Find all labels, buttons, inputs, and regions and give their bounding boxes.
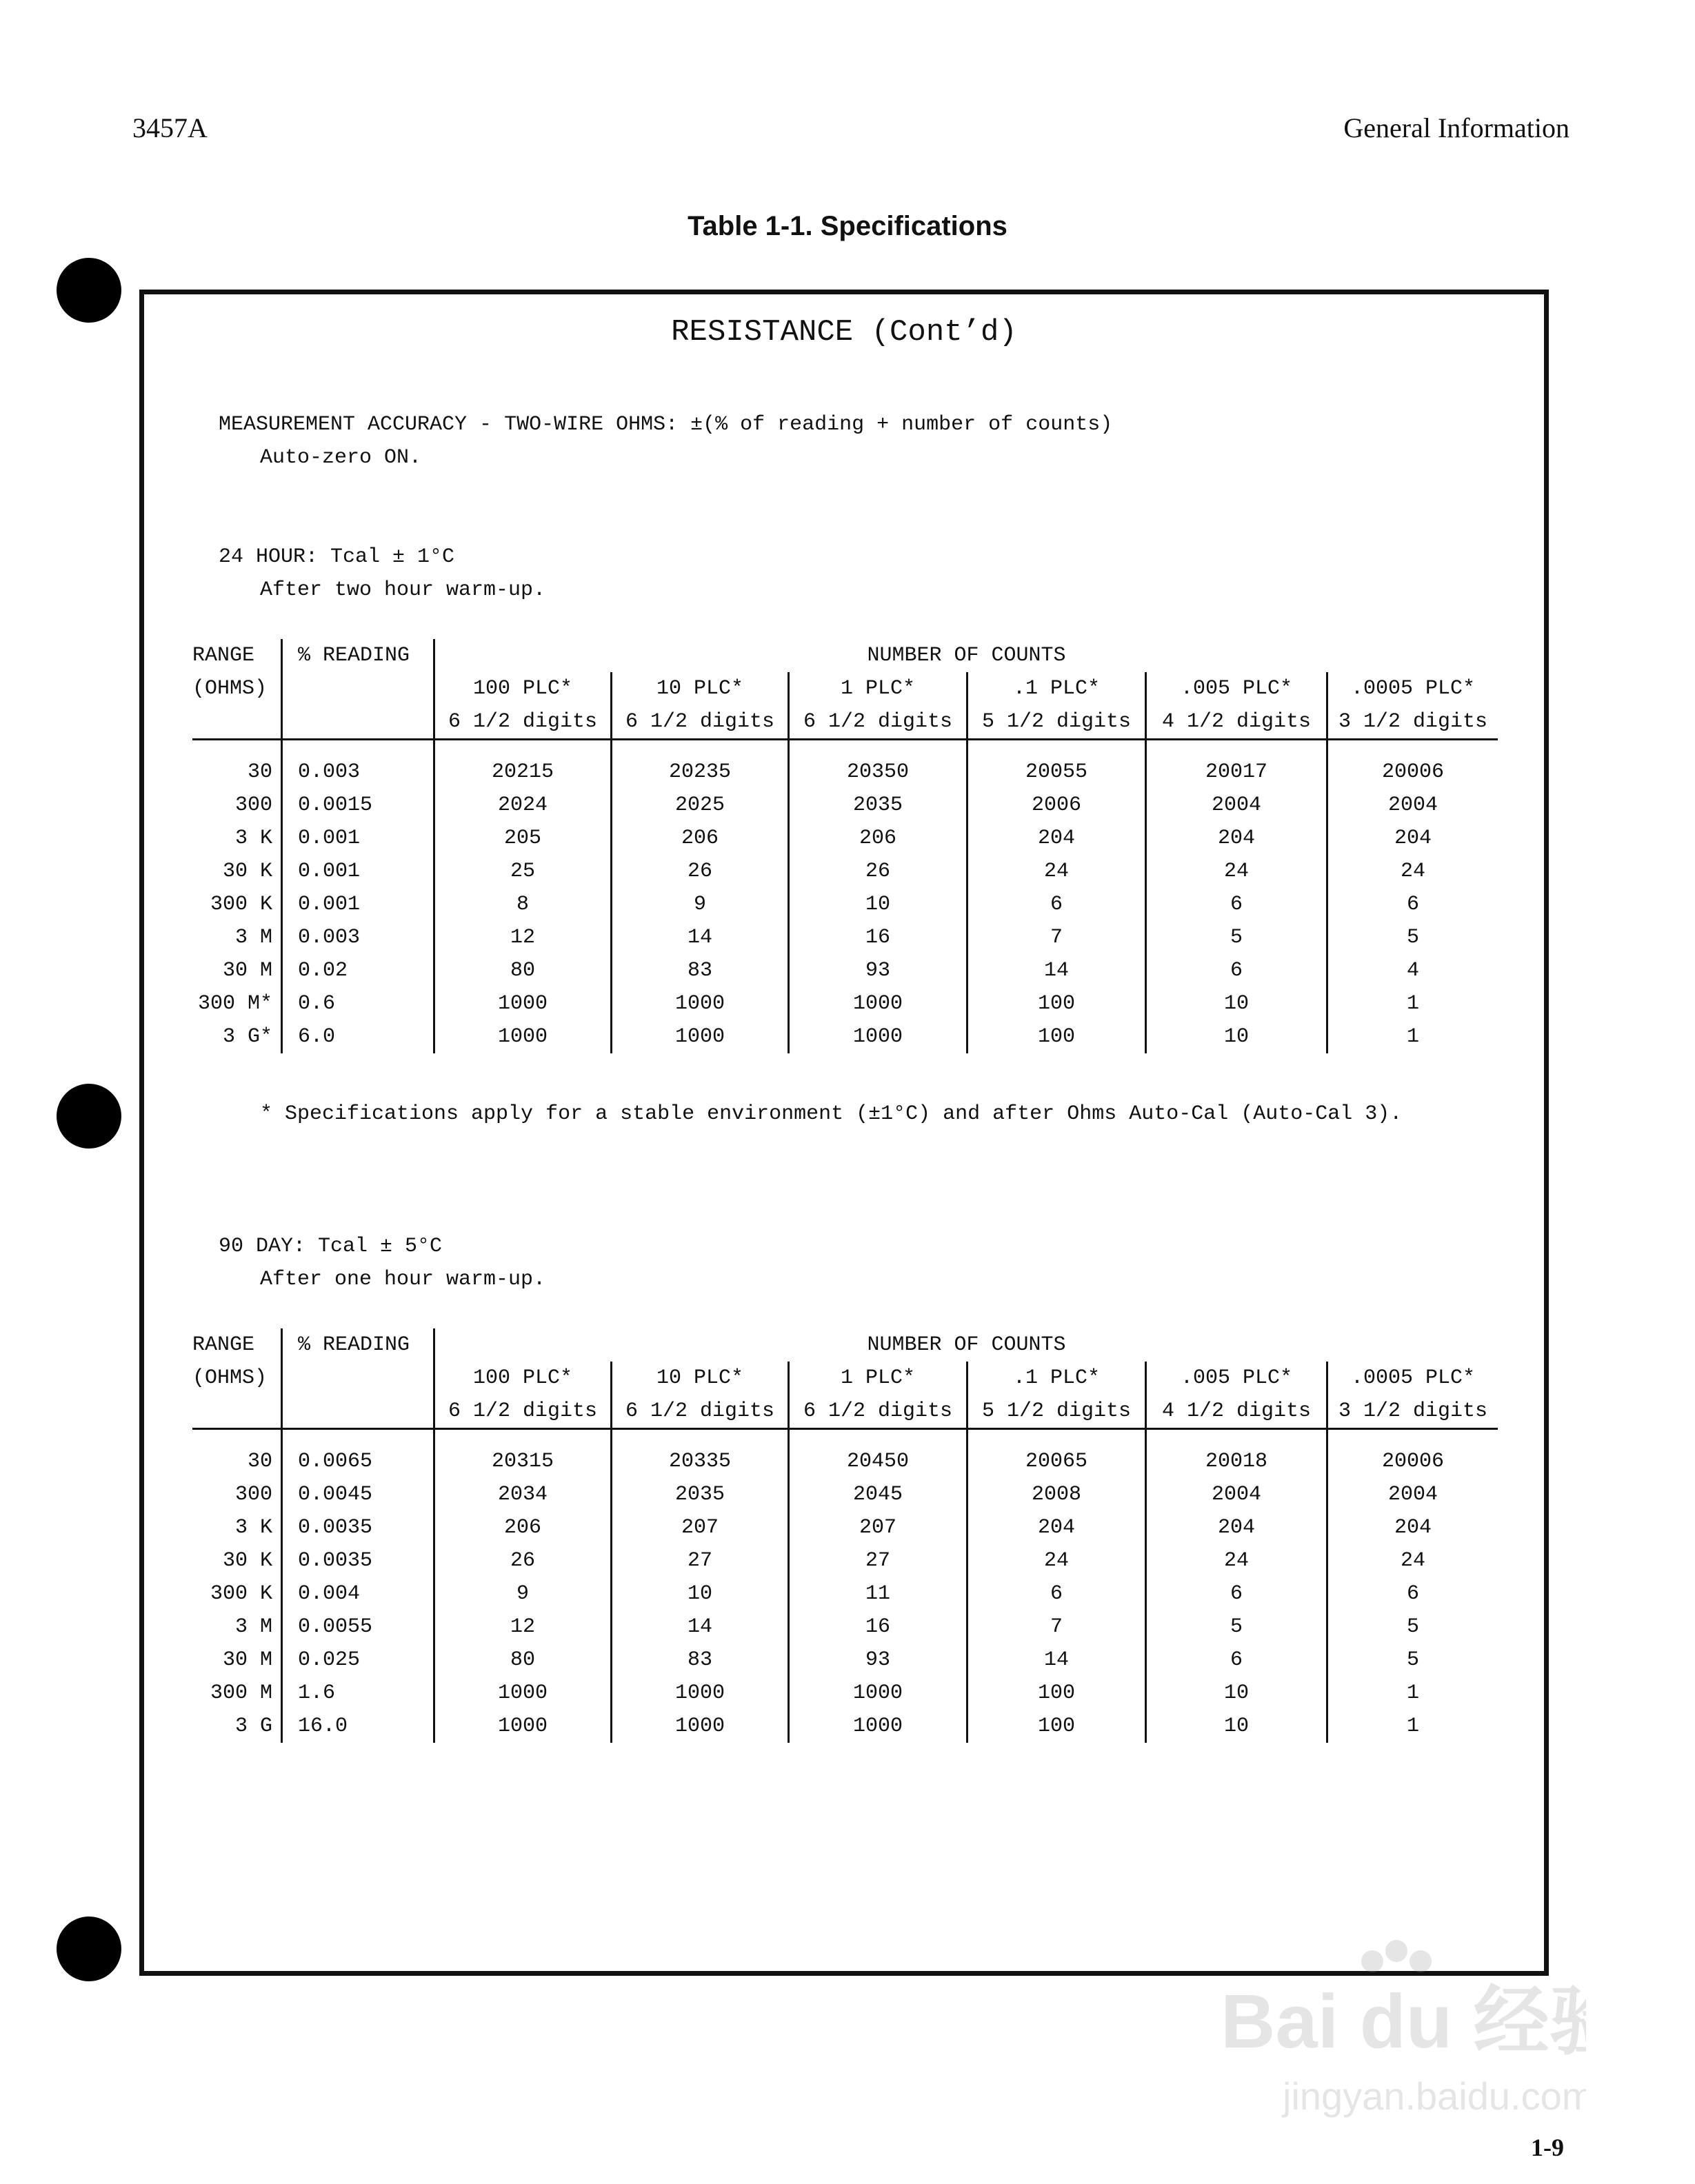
counts-cell: 7 xyxy=(967,1610,1146,1644)
counts-cell: 12 xyxy=(434,921,612,954)
counts-cell: 14 xyxy=(967,1644,1146,1677)
counts-cell: 20018 xyxy=(1146,1445,1327,1478)
digits-header: 6 1/2 digits xyxy=(789,705,967,740)
counts-cell: 20065 xyxy=(967,1445,1146,1478)
counts-cell: 10 xyxy=(612,1577,789,1610)
table-row xyxy=(192,1478,1498,1511)
reading-cell: 6.0 xyxy=(282,1020,434,1053)
spacer xyxy=(1146,1429,1327,1446)
range-cell: 300 M* xyxy=(197,992,272,1015)
range-cell: 30 K xyxy=(222,1549,272,1573)
reading-cell: 0.6 xyxy=(282,987,434,1020)
counts-cell: 2004 xyxy=(1146,789,1327,822)
counts-cell: 20055 xyxy=(967,756,1146,789)
counts-cell: 11 xyxy=(789,1577,967,1610)
counts-cell: 2045 xyxy=(789,1478,967,1511)
counts-cell: 83 xyxy=(612,954,789,987)
counts-cell: 5 xyxy=(1146,1610,1327,1644)
counts-cell: 24 xyxy=(1146,855,1327,888)
digits-header: 3 1/2 digits xyxy=(1327,705,1498,740)
counts-cell: 1 xyxy=(1327,1677,1498,1710)
counts-cell: 5 xyxy=(1327,1644,1498,1677)
reading-header-blank xyxy=(282,1362,434,1395)
reading-cell: 0.0055 xyxy=(282,1610,434,1644)
counts-cell: 20450 xyxy=(789,1445,967,1478)
counts-cell: 1000 xyxy=(434,1710,612,1743)
range-header-blank xyxy=(192,705,282,740)
watermark-logo xyxy=(1200,1930,1586,2137)
range-cell: 300 M xyxy=(210,1681,272,1705)
spacer xyxy=(192,1429,282,1446)
range-header: RANGE xyxy=(192,644,255,667)
counts-cell: 100 xyxy=(967,1677,1146,1710)
table-row xyxy=(192,1610,1498,1644)
counts-cell: 206 xyxy=(612,822,789,855)
section-24h-sub: After two hour warm-up. xyxy=(260,578,546,602)
counts-cell: 20335 xyxy=(612,1445,789,1478)
counts-cell: 204 xyxy=(1327,1511,1498,1544)
digits-header: 4 1/2 digits xyxy=(1146,705,1327,740)
table-row xyxy=(192,888,1498,921)
counts-cell: 10 xyxy=(789,888,967,921)
table-row xyxy=(192,1644,1498,1677)
counts-cell: 7 xyxy=(967,921,1146,954)
digits-header: 4 1/2 digits xyxy=(1146,1395,1327,1429)
table-row xyxy=(192,1710,1498,1743)
counts-cell: 24 xyxy=(1146,1544,1327,1577)
spacer xyxy=(612,1429,789,1446)
reading-cell: 0.0035 xyxy=(282,1544,434,1577)
counts-cell: 1000 xyxy=(612,1710,789,1743)
table-row xyxy=(192,1677,1498,1710)
binder-hole xyxy=(57,258,121,323)
range-unit-header: (OHMS) xyxy=(192,677,268,700)
counts-cell: 2008 xyxy=(967,1478,1146,1511)
counts-cell: 2004 xyxy=(1327,789,1498,822)
spec-frame xyxy=(139,290,1549,1976)
manual-model: 3457A xyxy=(132,112,208,143)
counts-cell: 20350 xyxy=(789,756,967,789)
counts-cell: 1000 xyxy=(434,1020,612,1053)
counts-header: NUMBER OF COUNTS xyxy=(434,1328,1498,1362)
plc-header: .005 PLC* xyxy=(1146,1362,1327,1395)
counts-cell: 20235 xyxy=(612,756,789,789)
spacer xyxy=(1146,740,1327,756)
range-cell: 30 K xyxy=(222,860,272,883)
plc-header: 1 PLC* xyxy=(789,1362,967,1395)
counts-cell: 27 xyxy=(789,1544,967,1577)
reading-cell: 1.6 xyxy=(282,1677,434,1710)
digits-header: 5 1/2 digits xyxy=(967,1395,1146,1429)
range-cell: 300 K xyxy=(210,893,272,916)
range-cell: 3 K xyxy=(234,1516,272,1539)
table-row xyxy=(192,789,1498,822)
plc-header: .0005 PLC* xyxy=(1327,1362,1498,1395)
reading-cell: 0.025 xyxy=(282,1644,434,1677)
counts-cell: 6 xyxy=(967,1577,1146,1610)
reading-header-blank xyxy=(282,672,434,705)
spec-table-24h xyxy=(192,639,1498,1053)
spacer xyxy=(282,740,434,756)
counts-cell: 206 xyxy=(434,1511,612,1544)
range-cell: 300 xyxy=(234,1483,272,1506)
plc-header: .005 PLC* xyxy=(1146,672,1327,705)
table-row xyxy=(192,921,1498,954)
reading-cell: 16.0 xyxy=(282,1710,434,1743)
plc-header: 100 PLC* xyxy=(434,672,612,705)
spacer xyxy=(1327,740,1498,756)
counts-cell: 10 xyxy=(1146,1677,1327,1710)
reading-cell: 0.0065 xyxy=(282,1445,434,1478)
counts-cell: 80 xyxy=(434,1644,612,1677)
spacer xyxy=(434,740,612,756)
spacer xyxy=(434,1429,612,1446)
counts-cell: 204 xyxy=(1327,822,1498,855)
table-row xyxy=(192,1544,1498,1577)
counts-cell: 204 xyxy=(967,822,1146,855)
page-number: 1-9 xyxy=(1531,2134,1564,2161)
range-cell: 30 M xyxy=(222,959,272,982)
range-cell: 3 M xyxy=(234,926,272,949)
digits-header: 5 1/2 digits xyxy=(967,705,1146,740)
table-title: Table 1-1. Specifications xyxy=(688,211,1007,241)
counts-cell: 9 xyxy=(434,1577,612,1610)
counts-cell: 20006 xyxy=(1327,1445,1498,1478)
reading-header: % READING xyxy=(282,1328,434,1362)
counts-cell: 12 xyxy=(434,1610,612,1644)
counts-cell: 27 xyxy=(612,1544,789,1577)
counts-cell: 10 xyxy=(1146,987,1327,1020)
spec-table-90d xyxy=(192,1328,1498,1743)
counts-cell: 1 xyxy=(1327,1020,1498,1053)
counts-cell: 10 xyxy=(1146,1020,1327,1053)
digits-header: 6 1/2 digits xyxy=(612,705,789,740)
range-cell: 3 G xyxy=(234,1715,272,1738)
counts-cell: 207 xyxy=(612,1511,789,1544)
counts-cell: 14 xyxy=(612,1610,789,1644)
counts-cell: 2004 xyxy=(1327,1478,1498,1511)
counts-cell: 16 xyxy=(789,921,967,954)
range-header: RANGE xyxy=(192,1333,255,1357)
accuracy-note: Auto-zero ON. xyxy=(260,446,422,469)
counts-cell: 1000 xyxy=(434,987,612,1020)
reading-header-blank xyxy=(282,1395,434,1429)
reading-cell: 0.001 xyxy=(282,822,434,855)
plc-header: 10 PLC* xyxy=(612,1362,789,1395)
counts-cell: 5 xyxy=(1327,921,1498,954)
counts-cell: 2006 xyxy=(967,789,1146,822)
counts-cell: 204 xyxy=(967,1511,1146,1544)
footnote: * Specifications apply for a stable environment (±1°C) and after Ohms Auto-Cal (Auto-Cal 3). xyxy=(260,1102,1403,1126)
digits-header: 6 1/2 digits xyxy=(612,1395,789,1429)
counts-cell: 20017 xyxy=(1146,756,1327,789)
table-row xyxy=(192,954,1498,987)
counts-cell: 2004 xyxy=(1146,1478,1327,1511)
counts-cell: 2025 xyxy=(612,789,789,822)
table-row xyxy=(192,756,1498,789)
range-unit-header: (OHMS) xyxy=(192,1366,268,1390)
counts-cell: 24 xyxy=(967,855,1146,888)
counts-cell: 10 xyxy=(1146,1710,1327,1743)
counts-cell: 1000 xyxy=(789,1710,967,1743)
counts-cell: 100 xyxy=(967,1710,1146,1743)
counts-cell: 6 xyxy=(967,888,1146,921)
accuracy-line: MEASUREMENT ACCURACY - TWO-WIRE OHMS: ±(% of reading + number of counts) xyxy=(219,413,1113,436)
table-row xyxy=(192,822,1498,855)
range-header-blank xyxy=(192,1395,282,1429)
counts-cell: 1000 xyxy=(612,1677,789,1710)
section-90d-heading: 90 DAY: Tcal ± 5°C xyxy=(219,1235,443,1258)
spacer xyxy=(789,1429,967,1446)
counts-cell: 93 xyxy=(789,1644,967,1677)
table-row xyxy=(192,987,1498,1020)
reading-cell: 0.003 xyxy=(282,921,434,954)
counts-cell: 5 xyxy=(1327,1610,1498,1644)
counts-cell: 9 xyxy=(612,888,789,921)
reading-cell: 0.0015 xyxy=(282,789,434,822)
spacer xyxy=(1327,1429,1498,1446)
range-cell: 30 M xyxy=(222,1648,272,1672)
table-row xyxy=(192,1577,1498,1610)
counts-cell: 1000 xyxy=(612,987,789,1020)
counts-cell: 1 xyxy=(1327,1710,1498,1743)
counts-cell: 83 xyxy=(612,1644,789,1677)
section-90d-sub: After one hour warm-up. xyxy=(260,1268,546,1291)
section-title: RESISTANCE (Cont’d) xyxy=(671,315,1017,350)
section-24h-heading: 24 HOUR: Tcal ± 1°C xyxy=(219,545,455,569)
watermark-logo-text: Bai du 经验 xyxy=(1221,1979,1586,2064)
counts-cell: 2024 xyxy=(434,789,612,822)
counts-cell: 204 xyxy=(1146,822,1327,855)
watermark-url: jingyan.baidu.com xyxy=(1283,2074,1586,2118)
table-row xyxy=(192,1511,1498,1544)
digits-header: 6 1/2 digits xyxy=(434,705,612,740)
table-row xyxy=(192,1020,1498,1053)
counts-cell: 24 xyxy=(967,1544,1146,1577)
counts-cell: 204 xyxy=(1146,1511,1327,1544)
spacer xyxy=(789,740,967,756)
counts-cell: 20315 xyxy=(434,1445,612,1478)
counts-cell: 24 xyxy=(1327,855,1498,888)
counts-cell: 80 xyxy=(434,954,612,987)
counts-cell: 26 xyxy=(789,855,967,888)
chapter-title: General Information xyxy=(1343,112,1569,143)
reading-cell: 0.003 xyxy=(282,756,434,789)
counts-cell: 100 xyxy=(967,1020,1146,1053)
digits-header: 3 1/2 digits xyxy=(1327,1395,1498,1429)
counts-cell: 207 xyxy=(789,1511,967,1544)
counts-cell: 93 xyxy=(789,954,967,987)
reading-cell: 0.0035 xyxy=(282,1511,434,1544)
range-cell: 3 G* xyxy=(222,1025,272,1049)
counts-cell: 206 xyxy=(789,822,967,855)
range-cell: 300 xyxy=(234,793,272,817)
counts-cell: 1000 xyxy=(789,987,967,1020)
range-cell: 300 K xyxy=(210,1582,272,1606)
counts-cell: 8 xyxy=(434,888,612,921)
plc-header: .1 PLC* xyxy=(967,672,1146,705)
counts-cell: 24 xyxy=(1327,1544,1498,1577)
counts-cell: 1 xyxy=(1327,987,1498,1020)
counts-header: NUMBER OF COUNTS xyxy=(434,639,1498,672)
counts-cell: 6 xyxy=(1146,888,1327,921)
range-cell: 30 xyxy=(247,760,272,784)
plc-header: .0005 PLC* xyxy=(1327,672,1498,705)
counts-cell: 1000 xyxy=(612,1020,789,1053)
counts-cell: 2035 xyxy=(612,1478,789,1511)
counts-cell: 26 xyxy=(612,855,789,888)
counts-cell: 5 xyxy=(1146,921,1327,954)
table-row xyxy=(192,1445,1498,1478)
counts-cell: 2035 xyxy=(789,789,967,822)
digits-header: 6 1/2 digits xyxy=(789,1395,967,1429)
spacer xyxy=(612,740,789,756)
counts-cell: 6 xyxy=(1146,954,1327,987)
table-row xyxy=(192,855,1498,888)
spacer xyxy=(282,1429,434,1446)
digits-header: 6 1/2 digits xyxy=(434,1395,612,1429)
spacer xyxy=(967,740,1146,756)
counts-cell: 4 xyxy=(1327,954,1498,987)
range-cell: 3 M xyxy=(234,1615,272,1639)
counts-cell: 205 xyxy=(434,822,612,855)
reading-cell: 0.0045 xyxy=(282,1478,434,1511)
spacer xyxy=(967,1429,1146,1446)
counts-cell: 14 xyxy=(612,921,789,954)
plc-header: 100 PLC* xyxy=(434,1362,612,1395)
counts-cell: 1000 xyxy=(789,1020,967,1053)
counts-cell: 16 xyxy=(789,1610,967,1644)
range-cell: 3 K xyxy=(234,827,272,850)
counts-cell: 26 xyxy=(434,1544,612,1577)
plc-header: .1 PLC* xyxy=(967,1362,1146,1395)
binder-hole xyxy=(57,1917,121,1981)
counts-cell: 1000 xyxy=(434,1677,612,1710)
counts-cell: 6 xyxy=(1327,1577,1498,1610)
reading-cell: 0.02 xyxy=(282,954,434,987)
plc-header: 1 PLC* xyxy=(789,672,967,705)
counts-cell: 6 xyxy=(1146,1577,1327,1610)
spacer xyxy=(192,740,282,756)
reading-header-blank xyxy=(282,705,434,740)
counts-cell: 6 xyxy=(1146,1644,1327,1677)
counts-cell: 1000 xyxy=(789,1677,967,1710)
range-cell: 30 xyxy=(247,1450,272,1473)
reading-cell: 0.001 xyxy=(282,855,434,888)
counts-cell: 2034 xyxy=(434,1478,612,1511)
counts-cell: 20006 xyxy=(1327,756,1498,789)
counts-cell: 14 xyxy=(967,954,1146,987)
reading-header: % READING xyxy=(282,639,434,672)
counts-cell: 100 xyxy=(967,987,1146,1020)
counts-cell: 25 xyxy=(434,855,612,888)
plc-header: 10 PLC* xyxy=(612,672,789,705)
reading-cell: 0.001 xyxy=(282,888,434,921)
binder-hole xyxy=(57,1084,121,1149)
counts-cell: 20215 xyxy=(434,756,612,789)
reading-cell: 0.004 xyxy=(282,1577,434,1610)
counts-cell: 6 xyxy=(1327,888,1498,921)
